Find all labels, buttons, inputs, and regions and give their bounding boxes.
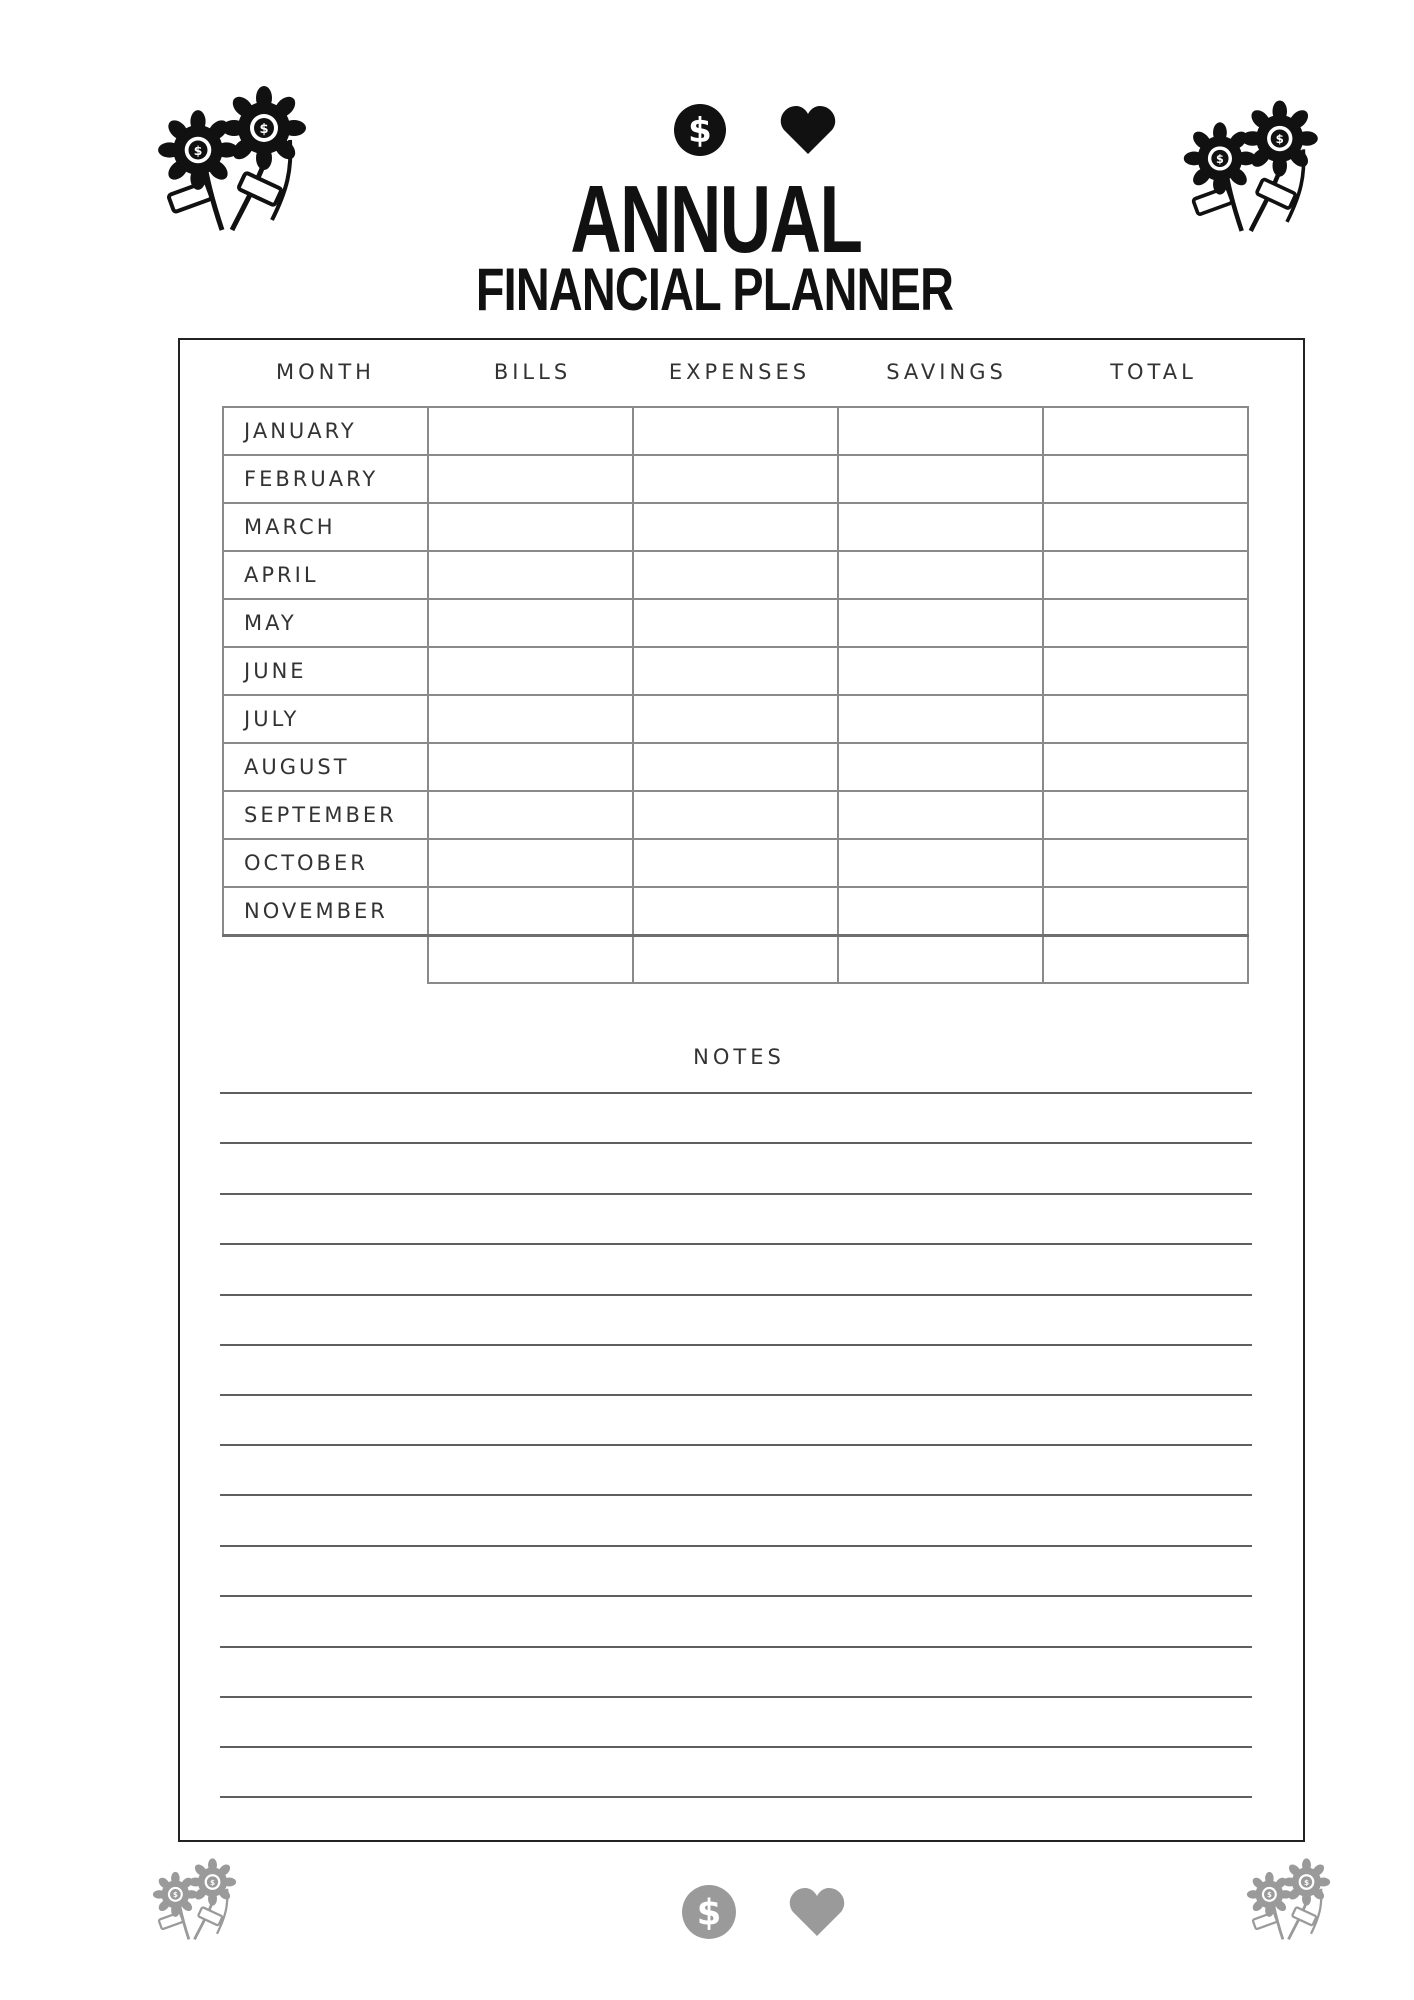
page-title: ANNUAL xyxy=(570,166,862,273)
total-cell[interactable] xyxy=(1043,455,1248,503)
savings-cell[interactable] xyxy=(838,551,1043,599)
month-label: OCTOBER xyxy=(223,839,428,887)
table-row xyxy=(223,791,1248,839)
bills-cell[interactable] xyxy=(428,887,633,935)
table-row xyxy=(223,839,1248,887)
savings-cell[interactable] xyxy=(838,599,1043,647)
financial-table xyxy=(222,406,1249,984)
expenses-cell[interactable] xyxy=(633,791,838,839)
savings-cell[interactable] xyxy=(838,743,1043,791)
month-label: JUNE xyxy=(223,647,428,695)
note-line[interactable] xyxy=(220,1092,1252,1094)
bills-cell[interactable] xyxy=(428,695,633,743)
table-row xyxy=(223,455,1248,503)
note-line[interactable] xyxy=(220,1545,1252,1547)
notes-heading: NOTES xyxy=(693,1045,785,1069)
expenses-cell[interactable] xyxy=(633,407,838,455)
totals-row xyxy=(223,935,1248,983)
note-line[interactable] xyxy=(220,1494,1252,1496)
column-header-total: TOTAL xyxy=(1110,360,1197,384)
flower-cluster-icon xyxy=(1234,1855,1352,1945)
bills-cell[interactable] xyxy=(428,551,633,599)
month-label: FEBRUARY xyxy=(223,455,428,503)
table-row xyxy=(223,551,1248,599)
month-label: JANUARY xyxy=(223,407,428,455)
note-line[interactable] xyxy=(220,1344,1252,1346)
expenses-cell[interactable] xyxy=(633,647,838,695)
note-line[interactable] xyxy=(220,1243,1252,1245)
expenses-cell[interactable] xyxy=(633,839,838,887)
total-cell[interactable] xyxy=(1043,887,1248,935)
dollar-coin-icon xyxy=(681,1884,737,1940)
page-subtitle: FINANCIAL PLANNER xyxy=(475,256,954,323)
bills-cell[interactable] xyxy=(428,791,633,839)
total-cell[interactable] xyxy=(1043,743,1248,791)
total-cell[interactable] xyxy=(1043,599,1248,647)
expenses-cell[interactable] xyxy=(633,695,838,743)
total-cell[interactable] xyxy=(1043,791,1248,839)
expenses-cell[interactable] xyxy=(633,599,838,647)
savings-cell[interactable] xyxy=(838,791,1043,839)
grand-total-cell[interactable] xyxy=(1043,935,1248,983)
column-header-bills: BILLS xyxy=(493,360,572,384)
svg-text:$: $ xyxy=(696,1892,722,1934)
savings-total-cell[interactable] xyxy=(838,935,1043,983)
total-cell[interactable] xyxy=(1043,647,1248,695)
note-line[interactable] xyxy=(220,1294,1252,1296)
note-line[interactable] xyxy=(220,1696,1252,1698)
savings-cell[interactable] xyxy=(838,407,1043,455)
month-label: APRIL xyxy=(223,551,428,599)
table-row xyxy=(223,407,1248,455)
note-line[interactable] xyxy=(220,1595,1252,1597)
svg-text:$: $ xyxy=(688,111,712,151)
month-label: NOVEMBER xyxy=(223,887,428,935)
savings-cell[interactable] xyxy=(838,839,1043,887)
bills-cell[interactable] xyxy=(428,839,633,887)
flower-cluster-icon xyxy=(140,1855,258,1945)
bills-cell[interactable] xyxy=(428,503,633,551)
bills-cell[interactable] xyxy=(428,599,633,647)
expenses-cell[interactable] xyxy=(633,743,838,791)
heart-icon xyxy=(789,1886,845,1938)
total-cell[interactable] xyxy=(1043,503,1248,551)
table-row xyxy=(223,695,1248,743)
table-row xyxy=(223,503,1248,551)
blank-corner-cell xyxy=(223,935,428,983)
bills-cell[interactable] xyxy=(428,743,633,791)
note-line[interactable] xyxy=(220,1142,1252,1144)
month-label: MAY xyxy=(223,599,428,647)
month-label: SEPTEMBER xyxy=(223,791,428,839)
table-row xyxy=(223,743,1248,791)
total-cell[interactable] xyxy=(1043,839,1248,887)
savings-cell[interactable] xyxy=(838,455,1043,503)
column-header-month: MONTH xyxy=(276,360,375,384)
bills-cell[interactable] xyxy=(428,407,633,455)
expenses-cell[interactable] xyxy=(633,503,838,551)
note-line[interactable] xyxy=(220,1646,1252,1648)
savings-cell[interactable] xyxy=(838,695,1043,743)
note-line[interactable] xyxy=(220,1394,1252,1396)
dollar-coin-icon xyxy=(673,103,727,157)
expenses-cell[interactable] xyxy=(633,887,838,935)
table-row xyxy=(223,599,1248,647)
total-cell[interactable] xyxy=(1043,551,1248,599)
column-header-expenses: EXPENSES xyxy=(668,360,811,384)
table-row xyxy=(223,647,1248,695)
table-row xyxy=(223,887,1248,935)
note-line[interactable] xyxy=(220,1746,1252,1748)
month-label: JULY xyxy=(223,695,428,743)
note-line[interactable] xyxy=(220,1193,1252,1195)
month-label: MARCH xyxy=(223,503,428,551)
expenses-cell[interactable] xyxy=(633,551,838,599)
expenses-total-cell[interactable] xyxy=(633,935,838,983)
total-cell[interactable] xyxy=(1043,407,1248,455)
bills-cell[interactable] xyxy=(428,647,633,695)
bills-total-cell[interactable] xyxy=(428,935,633,983)
month-label: AUGUST xyxy=(223,743,428,791)
total-cell[interactable] xyxy=(1043,695,1248,743)
savings-cell[interactable] xyxy=(838,887,1043,935)
heart-icon xyxy=(780,104,836,156)
expenses-cell[interactable] xyxy=(633,455,838,503)
note-line[interactable] xyxy=(220,1444,1252,1446)
savings-cell[interactable] xyxy=(838,647,1043,695)
note-line[interactable] xyxy=(220,1796,1252,1798)
column-header-savings: SAVINGS xyxy=(886,360,1007,384)
savings-cell[interactable] xyxy=(838,503,1043,551)
bills-cell[interactable] xyxy=(428,455,633,503)
